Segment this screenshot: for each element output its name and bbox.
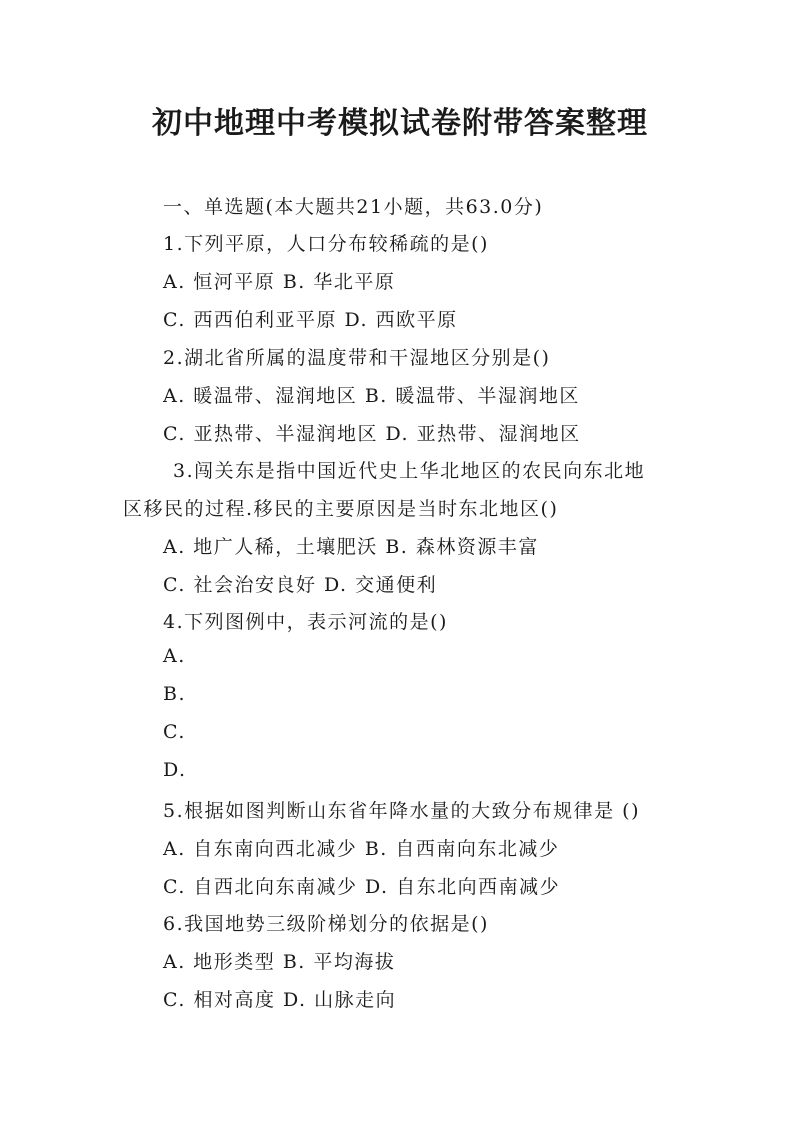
- question-5-options-cd: C. 自西北向东南减少 D. 自东北向西南减少: [163, 876, 561, 898]
- question-4-stem: 4.下列图例中，表示河流的是(): [163, 611, 448, 633]
- question-6-options-cd: C. 相对高度 D. 山脉走向: [163, 989, 397, 1011]
- question-1-options-ab: A. 恒河平原 B. 华北平原: [163, 271, 396, 293]
- question-5-stem: 5.根据如图判断山东省年降水量的大致分布规律是 (): [163, 800, 640, 822]
- question-5-options-ab: A. 自东南向西北减少 B. 自西南向东北减少: [163, 838, 560, 860]
- question-3-options-cd: C. 社会治安良好 D. 交通便利: [163, 574, 438, 596]
- question-4-option-a: A.: [163, 645, 186, 667]
- question-4-option-c: C.: [163, 721, 186, 743]
- section-heading: 一、单选题(本大题共21小题，共63.0分): [163, 196, 544, 218]
- question-3-options-ab: A. 地广人稀，土壤肥沃 B. 森林资源丰富: [163, 536, 539, 558]
- question-4-option-b: B.: [163, 683, 187, 705]
- question-2-stem: 2.湖北省所属的温度带和干湿地区分别是(): [163, 347, 551, 369]
- question-3-stem-line2: 区移民的过程.移民的主要原因是当时东北地区(): [123, 498, 559, 520]
- question-4-option-d: D.: [163, 759, 187, 781]
- question-6-stem: 6.我国地势三级阶梯划分的依据是(): [163, 913, 489, 935]
- document-title: 初中地理中考模拟试卷附带答案整理: [152, 106, 648, 141]
- question-3-stem-line1: 3.闯关东是指中国近代史上华北地区的农民向东北地: [173, 460, 646, 482]
- question-2-options-cd: C. 亚热带、半湿润地区 D. 亚热带、湿润地区: [163, 423, 581, 445]
- question-6-options-ab: A. 地形类型 B. 平均海拔: [163, 951, 396, 973]
- question-2-options-ab: A. 暖温带、湿润地区 B. 暖温带、半湿润地区: [163, 385, 580, 407]
- question-1-options-cd: C. 西西伯利亚平原 D. 西欧平原: [163, 309, 458, 331]
- question-1-stem: 1.下列平原，人口分布较稀疏的是(): [163, 233, 489, 255]
